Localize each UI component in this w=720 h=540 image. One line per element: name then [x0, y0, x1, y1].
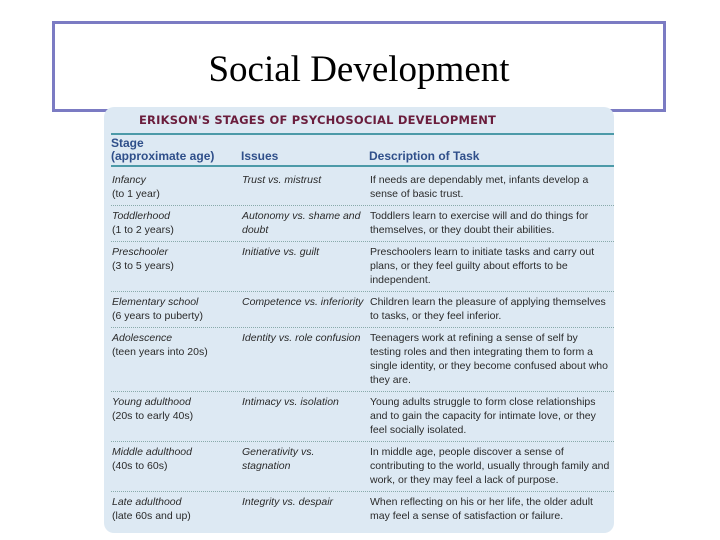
- stage-name: Preschooler: [112, 246, 169, 258]
- description-cell: Preschoolers learn to initiate tasks and carry out plans, or they feel guilty about efforts to be independent.: [370, 246, 595, 286]
- description-cell: Teenagers work at refining a sense of self by testing roles and then integrating them to form a single identity, or they become confused about who they are.: [370, 332, 608, 386]
- table-title: ERIKSON'S STAGES OF PSYCHOSOCIAL DEVELOPMENT: [139, 113, 497, 127]
- erikson-table: [104, 107, 614, 533]
- table-row: [111, 442, 614, 492]
- issues-cell: Intimacy vs. isolation: [242, 396, 339, 408]
- stage-age: (40s to 60s): [112, 460, 168, 472]
- stage-name: Middle adulthood: [112, 446, 192, 458]
- table-row: [111, 292, 614, 328]
- header-stage-line2: (approximate age): [111, 149, 215, 163]
- description-cell: Toddlers learn to exercise will and do things for themselves, or they doubt their abilities.: [370, 210, 589, 236]
- stage-name: Elementary school: [112, 296, 199, 308]
- issues-cell: Initiative vs. guilt: [242, 246, 320, 258]
- title-frame: [52, 21, 666, 112]
- table-row: [111, 392, 614, 442]
- description-cell: Young adults struggle to form close relationships and to gain the capacity for intimate love, or they feel socially isolated.: [370, 396, 596, 436]
- table-row: [111, 242, 614, 292]
- issues-cell: Integrity vs. despair: [242, 496, 334, 508]
- stage-age: (6 years to puberty): [112, 310, 204, 322]
- divider: [111, 165, 614, 167]
- table-body: [111, 170, 614, 527]
- stage-cell: [111, 173, 241, 201]
- stage-age: (1 to 2 years): [112, 224, 174, 236]
- table-row: [111, 206, 614, 242]
- stage-name: Late adulthood: [112, 496, 182, 508]
- divider: [111, 133, 614, 135]
- issues-cell: Identity vs. role confusion: [242, 332, 361, 344]
- description-cell: When reflecting on his or her life, the older adult may feel a sense of satisfaction or failure.: [370, 496, 593, 522]
- table-row: [111, 170, 614, 206]
- stage-name: Infancy: [112, 174, 146, 186]
- header-stage-line1: Stage: [111, 136, 144, 150]
- description-cell: In middle age, people discover a sense of contributing to the world, usually through family and work, or they may feel a lack of purpose.: [370, 446, 610, 486]
- stage-cell: [111, 245, 241, 287]
- issues-cell: Generativity vs. stagnation: [242, 446, 315, 472]
- stage-cell: [111, 445, 241, 487]
- stage-age: (teen years into 20s): [112, 346, 208, 358]
- stage-age: (late 60s and up): [112, 510, 191, 522]
- issues-cell: Competence vs. inferiority: [242, 296, 364, 308]
- issues-cell: Trust vs. mistrust: [242, 174, 322, 186]
- table-row: [111, 328, 614, 392]
- stage-name: Toddlerhood: [112, 210, 170, 222]
- header-description: Description of Task: [369, 149, 480, 163]
- stage-cell: [111, 295, 241, 323]
- header-stage: [111, 137, 241, 163]
- stage-age: (to 1 year): [112, 188, 160, 200]
- stage-cell: [111, 331, 241, 387]
- issues-cell: Autonomy vs. shame and doubt: [242, 210, 361, 236]
- header-issues: Issues: [241, 149, 279, 163]
- slide-title: Social Development: [208, 49, 510, 90]
- stage-cell: [111, 209, 241, 237]
- stage-cell: [111, 395, 241, 437]
- stage-age: (3 to 5 years): [112, 260, 174, 272]
- description-cell: If needs are dependably met, infants develop a sense of basic trust.: [370, 174, 589, 200]
- header-row: [111, 137, 614, 163]
- description-cell: Children learn the pleasure of applying themselves to tasks, or they feel inferior.: [370, 296, 606, 322]
- stage-name: Adolescence: [112, 332, 173, 344]
- stage-age: (20s to early 40s): [112, 410, 194, 422]
- table-row: [111, 492, 614, 527]
- stage-cell: [111, 495, 241, 523]
- stage-name: Young adulthood: [112, 396, 191, 408]
